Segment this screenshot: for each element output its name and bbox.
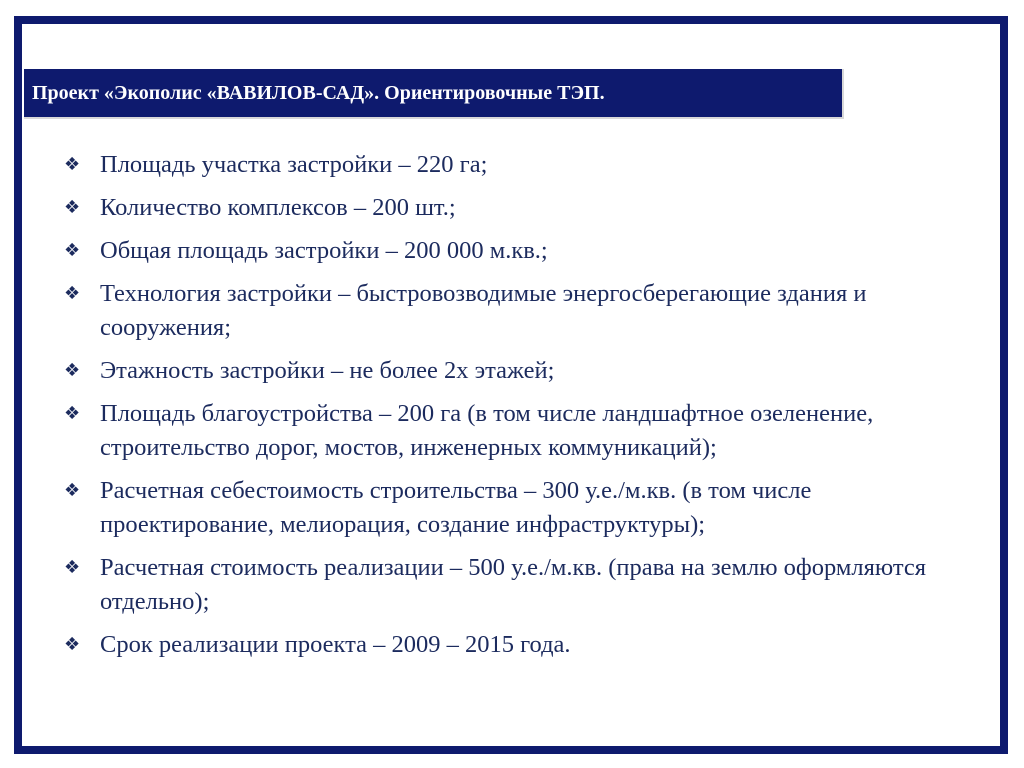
list-item bbox=[64, 628, 944, 662]
diamond-bullet-icon: ❖ bbox=[64, 634, 81, 655]
list-item-text: Срок реализации проекта – 2009 – 2015 года. bbox=[100, 631, 571, 658]
list-item bbox=[64, 234, 944, 268]
diamond-bullet-icon: ❖ bbox=[64, 403, 81, 424]
list-item-text: Расчетная стоимость реализации – 500 у.е./м.кв. (права на землю оформляются отдельно); bbox=[100, 554, 927, 615]
list-item-text: Этажность застройки – не более 2х этажей; bbox=[100, 357, 555, 384]
title-bar bbox=[24, 69, 844, 119]
list-item-text: Общая площадь застройки – 200 000 м.кв.; bbox=[100, 237, 548, 264]
list-item bbox=[64, 148, 944, 182]
diamond-bullet-icon: ❖ bbox=[64, 480, 81, 501]
list-item-text: Площадь участка застройки – 220 га; bbox=[100, 151, 488, 178]
list-item-text: Расчетная себестоимость строительства – 300 у.е./м.кв. (в том числе проектирование, мелиорация, создание инфраструктуры); bbox=[100, 477, 812, 538]
diamond-bullet-icon: ❖ bbox=[64, 240, 81, 261]
diamond-bullet-icon: ❖ bbox=[64, 283, 81, 304]
list-item-text: Технология застройки – быстровозводимые энергосберегающие здания и сооружения; bbox=[100, 280, 867, 341]
list-item bbox=[64, 191, 944, 225]
list-item-text: Площадь благоустройства – 200 га (в том числе ландшафтное озеленение, строительство дорог, мостов, инженерных коммуникаций); bbox=[100, 400, 874, 461]
diamond-bullet-icon: ❖ bbox=[64, 197, 81, 218]
bullet-list bbox=[64, 148, 944, 671]
slide-title: Проект «Экополис «ВАВИЛОВ-САД». Ориентировочные ТЭП. bbox=[32, 81, 605, 104]
list-item bbox=[64, 277, 944, 345]
list-item bbox=[64, 551, 944, 619]
list-item bbox=[64, 474, 944, 542]
list-item bbox=[64, 354, 944, 388]
diamond-bullet-icon: ❖ bbox=[64, 154, 81, 175]
diamond-bullet-icon: ❖ bbox=[64, 360, 81, 381]
diamond-bullet-icon: ❖ bbox=[64, 557, 81, 578]
list-item bbox=[64, 397, 944, 465]
list-item-text: Количество комплексов – 200 шт.; bbox=[100, 194, 456, 221]
